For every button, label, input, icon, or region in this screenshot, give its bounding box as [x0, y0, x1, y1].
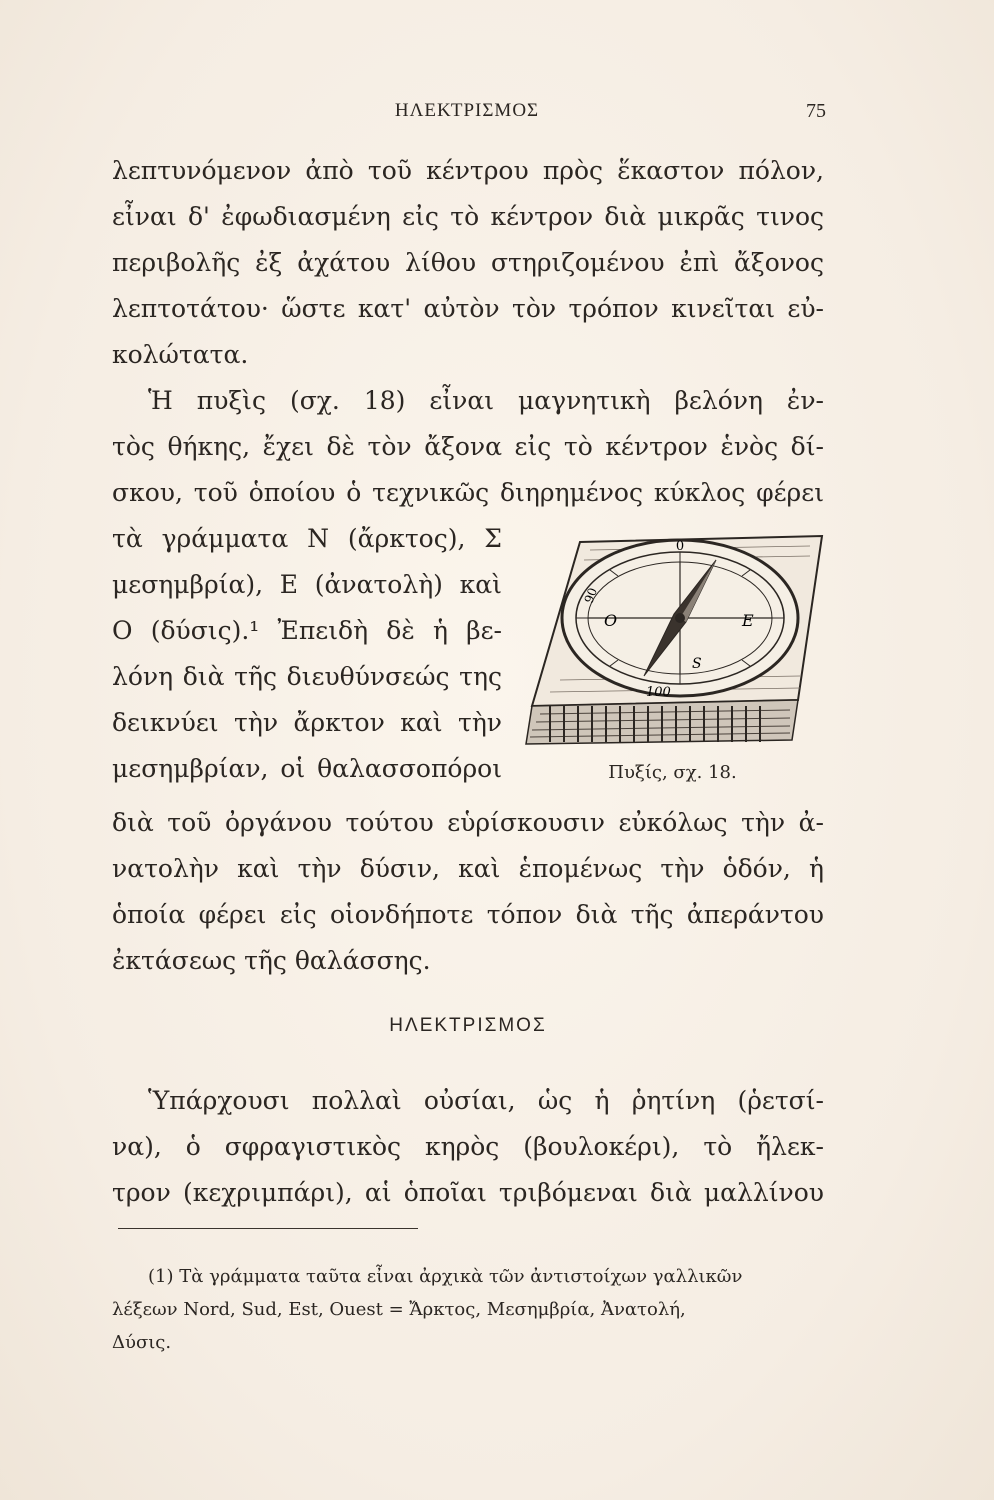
paragraph-needle [112, 148, 824, 378]
dial-label-e: E [742, 611, 754, 630]
text-line: Ο (δύσις).¹ Ἐπειδὴ δὲ ἡ βε- [112, 616, 502, 645]
section-heading: ΗΛΕΚΤΡΙΣΜΟΣ [389, 1015, 547, 1036]
text-line: λεπτυνόμενον ἀπὸ τοῦ κέντρου πρὸς ἕκαστον πόλον, [112, 156, 824, 185]
text-line: μεσημβρίαν, οἱ θαλασσοπόροι [112, 754, 502, 783]
footnote [112, 1260, 832, 1359]
dial-label-o: O [604, 611, 618, 630]
compass-figure [520, 530, 825, 800]
dial-label-0: 0 [675, 539, 685, 554]
text-line: δεικνύει τὴν ἄρκτον καὶ τὴν [112, 708, 502, 737]
figure-caption: Πυξίς, σχ. 18. [608, 762, 737, 783]
text-line: ὁποία φέρει εἰς οἱονδήποτε τόπον διὰ τῆς ἀπεράντου [112, 900, 824, 929]
footnote-line: λέξεων Nord, Sud, Est, Ouest = Ἄρκτος, Μεσημβρία, Ἀνατολή, [112, 1299, 686, 1320]
text-line: λόνη διὰ τῆς διευθύνσεώς της [112, 662, 502, 691]
text-line: ἐκτάσεως τῆς θαλάσσης. [112, 946, 431, 975]
paragraph-electricity [112, 1078, 824, 1216]
dial-label-100: 100 [646, 685, 671, 700]
footnote-line: (1) Τὰ γράμματα ταῦτα εἶναι ἀρχικὰ τῶν ἀντιστοίχων γαλλικῶν [148, 1266, 743, 1287]
text-line: κολώτατα. [112, 340, 249, 369]
dial-label-90: 90 [581, 585, 601, 606]
text-line: να), ὁ σφραγιστικὸς κηρὸς (βουλοκέρι), τὸ ἤλεκ- [112, 1132, 824, 1161]
dial-label-s: S [692, 656, 702, 672]
footnote-divider [118, 1228, 418, 1229]
text-line: τὰ γράμματα Ν (ἄρκτος), Σ [112, 524, 502, 553]
text-line: τρον (κεχριμπάρι), αἱ ὁποῖαι τριβόμεναι διὰ μαλλίνου [112, 1178, 824, 1207]
text-line: μεσημβρία), Ε (ἀνατολὴ) καὶ [112, 570, 502, 599]
text-line: νατολὴν καὶ τὴν δύσιν, καὶ ἑπομένως τὴν ὁδόν, ἡ [112, 854, 824, 883]
page-number: 75 [806, 100, 826, 122]
text-line: Ὑπάρχουσι πολλαὶ οὐσίαι, ὡς ἡ ῥητίνη (ῥετσί- [148, 1086, 824, 1115]
text-line: εἶναι δ' ἐφωδιασμένη εἰς τὸ κέντρον διὰ μικρᾶς τινος [112, 202, 824, 231]
text-line: διὰ τοῦ ὀργάνου τούτου εὑρίσκουσιν εὐκόλως τὴν ἀ- [112, 808, 824, 837]
compass-engraving [520, 530, 825, 762]
footnote-line: Δύσις. [112, 1332, 172, 1353]
text-line: Ἡ πυξὶς (σχ. 18) εἶναι μαγνητικὴ βελόνη ἐν- [148, 386, 824, 415]
paragraph-compass-continued [112, 800, 824, 984]
text-line: λεπτοτάτου· ὥστε κατ' αὐτὸν τὸν τρόπον κινεῖται εὐ- [112, 294, 824, 323]
text-line: περιβολῆς ἐξ ἀχάτου λίθου στηριζομένου ἐπὶ ἄξονος [112, 248, 824, 277]
text-line: σκου, τοῦ ὁποίου ὁ τεχνικῶς διηρημένος κύκλος φέρει [112, 478, 824, 507]
running-head [108, 100, 826, 130]
running-title: ΗΛΕΚΤΡΙΣΜΟΣ [394, 100, 540, 121]
text-line: τὸς θήκης, ἔχει δὲ τὸν ἄξονα εἰς τὸ κέντρον ἑνὸς δί- [112, 432, 824, 461]
